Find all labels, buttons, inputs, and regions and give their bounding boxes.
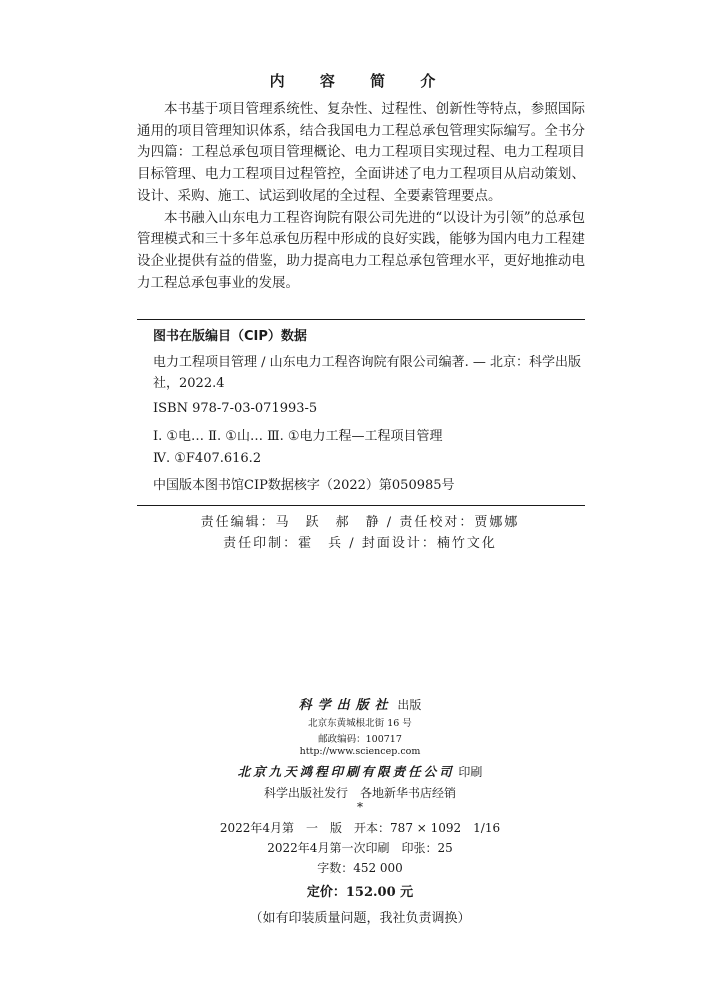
cip-title-line: 电力工程项目管理 / 山东电力工程咨询院有限公司编著. — 北京：科学出版社，2022.4 [153, 355, 582, 391]
credits-line-1: 责任编辑：马 跃 郝 静 / 责任校对：贾娜娜 [200, 515, 520, 530]
cip-number: 中国版本图书馆CIP数据核字（2022）第050985号 [153, 478, 455, 493]
cip-top-rule [137, 319, 585, 320]
publisher-name: 科学出版社 [298, 698, 394, 713]
publisher-suffix: 出版 [397, 698, 422, 712]
summary-title: 内 容 简 介 [269, 72, 451, 90]
cip-classification-2: Ⅳ. ①F407.616.2 [153, 451, 262, 466]
summary-paragraph: 本书融入山东电力工程咨询院有限公司先进的“以设计为引领”的总承包管理模式和三十多年总承包历程中形成的良好实践，能够为国内电力工程建设企业提供有益的借鉴，助力提高电力工程总承包管理水平，更好地推动电力工程总承包事业的发展。 [137, 209, 585, 291]
publisher-postcode: 邮政编码：100717 [318, 734, 402, 745]
cip-classification-1: Ⅰ. ①电… Ⅱ. ①山… Ⅲ. ①电力工程—工程项目管理 [153, 429, 443, 444]
cip-bottom-rule [137, 505, 585, 506]
distribution-line: 科学出版社发行 各地新华书店经销 [263, 786, 456, 800]
publisher-address: 北京东黄城根北街 16 号 [308, 718, 412, 729]
quality-notice: （如有印装质量问题，我社负责调换） [249, 911, 471, 926]
summary-body [137, 99, 585, 294]
imprint-separator: * [357, 800, 363, 814]
printing-line: 2022年4月第一次印刷 印张：25 [267, 841, 453, 855]
edition-line: 2022年4月第 一 版 开本：787 × 1092 1/16 [219, 821, 501, 835]
cip-isbn: ISBN 978-7-03-071993-5 [153, 401, 318, 416]
publisher-url: http://www.sciencep.com [299, 746, 421, 757]
price: 定价：152.00 元 [306, 885, 414, 900]
publisher-line [0, 694, 720, 713]
word-count: 字数：452 000 [317, 861, 403, 875]
printer-suffix: 印刷 [458, 765, 483, 779]
printer-name: 北京九天鸿程印刷有限责任公司 [237, 764, 455, 779]
summary-paragraph: 本书基于项目管理系统性、复杂性、过程性、创新性等特点，参照国际通用的项目管理知识体系，结合我国电力工程总承包管理实际编写。全书分为四篇：工程总承包项目管理概论、电力工程项目实现过程、电力工程项目目标管理、电力工程项目过程管控，全面讲述了电力工程项目从启动策划、设计、采购、施工、试运到收尾的全过程、全要素管理要点。 [137, 101, 585, 204]
printer-line [0, 762, 720, 780]
cip-heading: 图书在版编目（CIP）数据 [153, 329, 307, 344]
credits-line-2: 责任印制：霍 兵 / 封面设计：楠竹文化 [223, 536, 497, 551]
